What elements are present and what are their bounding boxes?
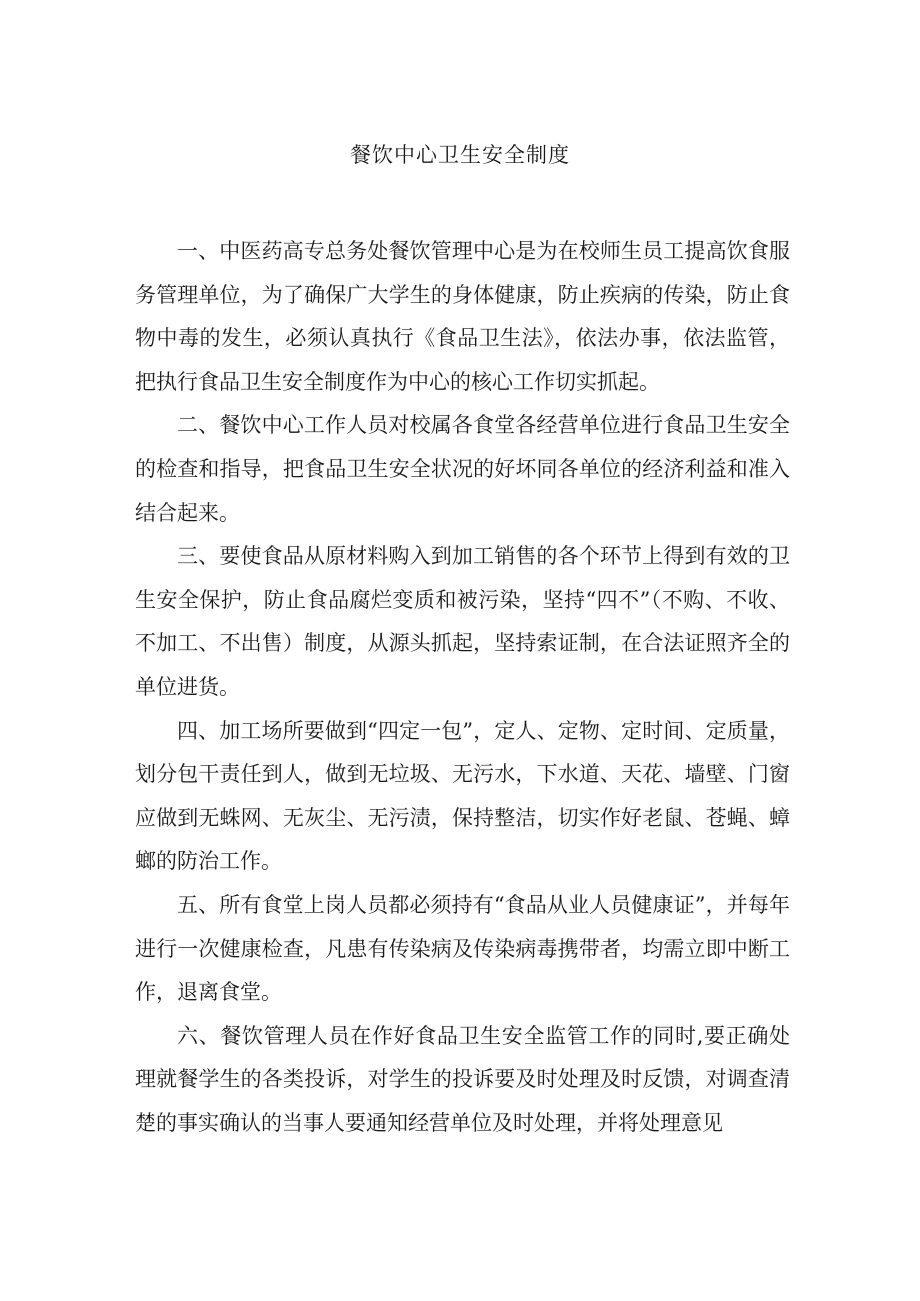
document-title: 餐饮中心卫生安全制度 [350,143,570,167]
paragraph-3: 三、要使食品从原材料购入到加工销售的各个环节上得到有效的卫生安全保护，防止食品腐烂变质和被污染，坚持“四不”（不购、不收、不加工、不出售）制度，从源头抓起，坚持索证制，在合法证照齐全的单位进货。 [135,544,790,699]
document-body [135,230,790,1145]
paragraph-6: 六、餐饮管理人员在作好食品卫生安全监管工作的同时,要正确处理就餐学生的各类投诉，对学生的投诉要及时处理及时反馈，对调查清楚的事实确认的当事人要通知经营单位及时处理，并将处理意见 [135,1023,790,1135]
paragraph-2: 二、餐饮中心工作人员对校属各食堂各经营单位进行食品卫生安全的检查和指导，把食品卫生安全状况的好坏同各单位的经济利益和准入结合起来。 [135,413,790,525]
paragraph-1: 一、中医药高专总务处餐饮管理中心是为在校师生员工提高饮食服务管理单位，为了确保广大学生的身体健康，防止疾病的传染，防止食物中毒的发生，必须认真执行《食品卫生法》，依法办事，依法监管，把执行食品卫生安全制度作为中心的核心工作切实抓起。 [135,239,790,394]
paragraph-4: 四、加工场所要做到“四定一包”，定人、定物、定时间、定质量，划分包干责任到人，做到无垃圾、无污水，下水道、天花、墙壁、门窗应做到无蛛网、无灰尘、无污渍，保持整洁，切实作好老鼠、苍蝇、蟑螂的防治工作。 [135,718,790,874]
paragraph-5: 五、所有食堂上岗人员都必须持有“食品从业人员健康证”，并每年进行一次健康检查，凡患有传染病及传染病毒携带者，均需立即中断工作，退离食堂。 [135,892,790,1005]
